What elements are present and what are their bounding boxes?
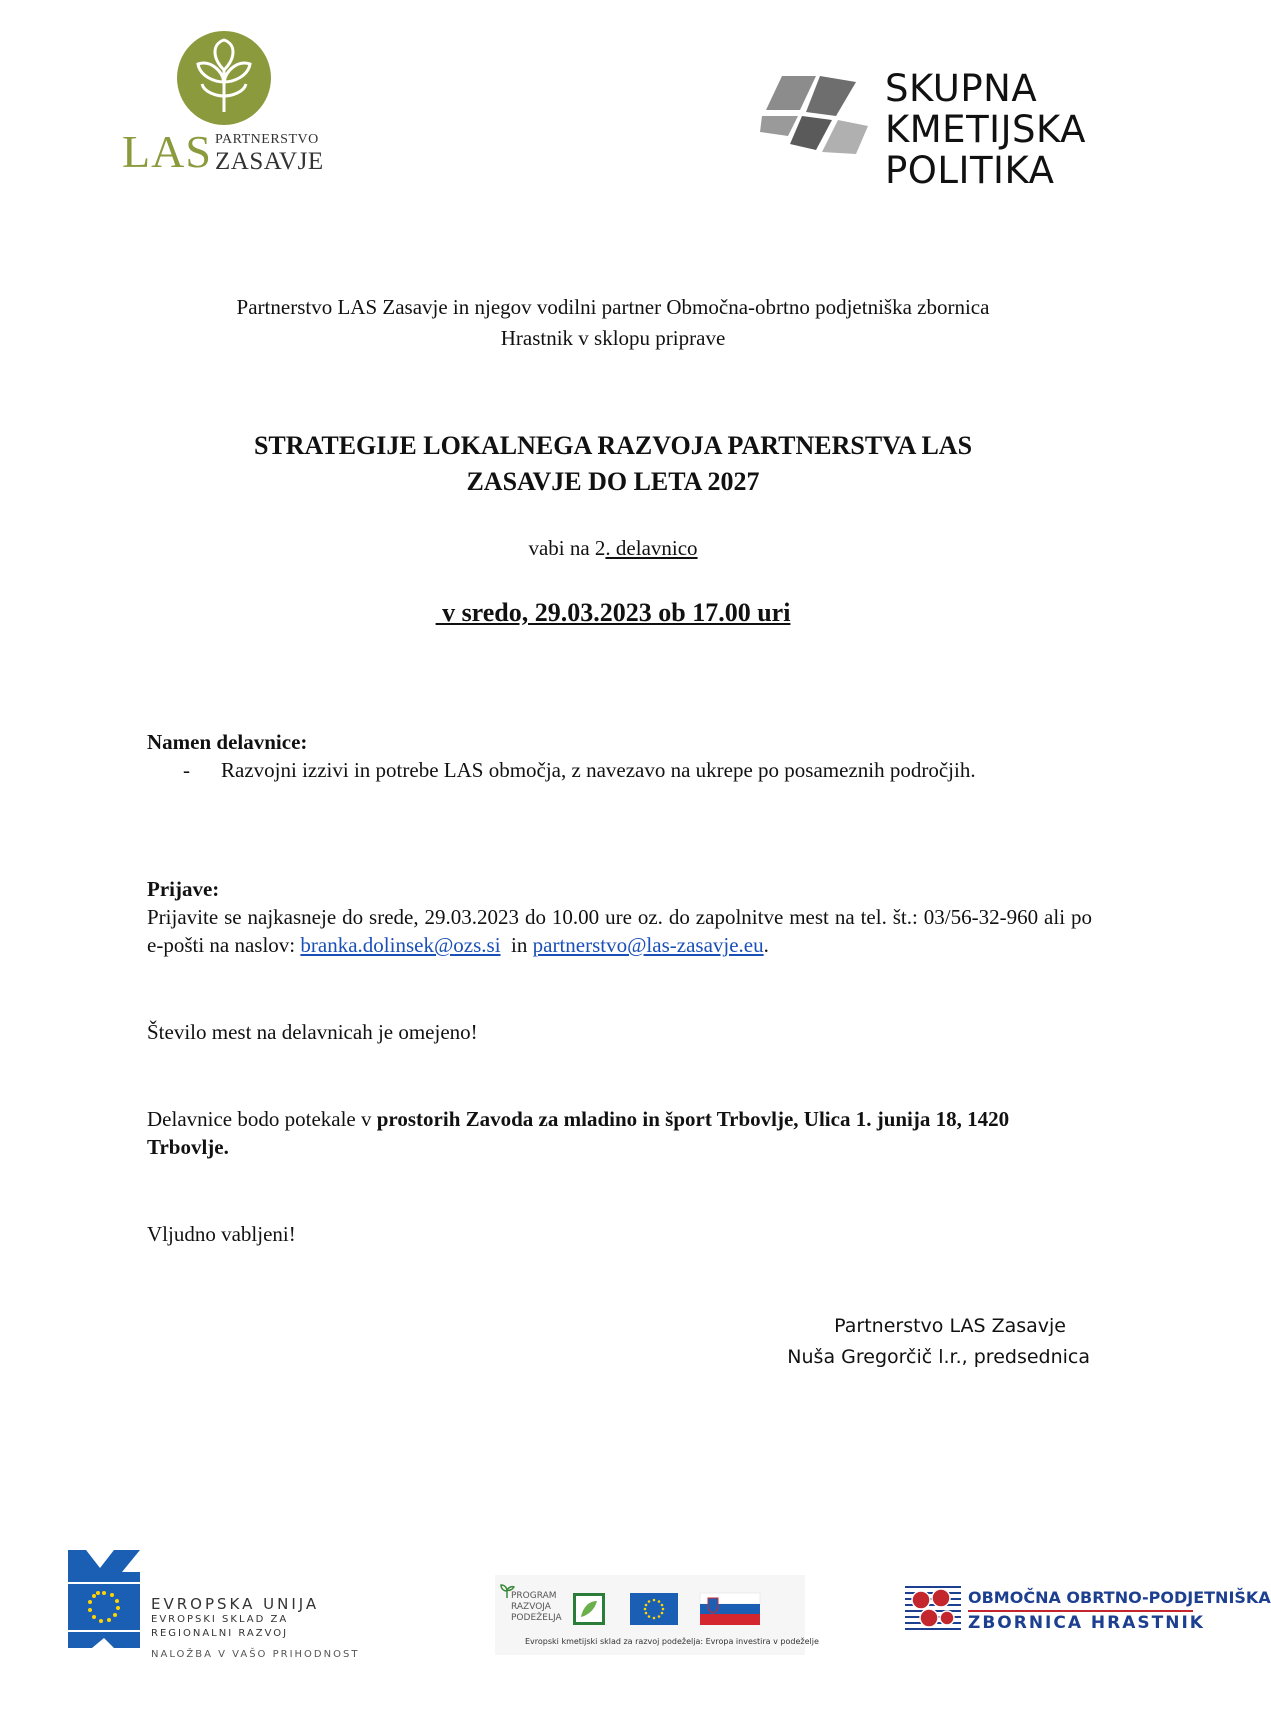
eu-line-4: NALOŽBA V VAŠO PRIHODNOST [151, 1649, 360, 1660]
eu-line-2: EVROPSKI SKLAD ZA [151, 1614, 289, 1625]
registration-section [147, 875, 1092, 959]
purpose-item [147, 756, 1092, 784]
intro-line-1: Partnerstvo LAS Zasavje in njegov vodilni partner Območna-obrtno podjetniška zbornica [236, 295, 990, 319]
eu-line-3: REGIONALNI RAZVOJ [151, 1628, 289, 1639]
signature [740, 1311, 1090, 1373]
email-link-partnerstvo[interactable]: partnerstvo@las-zasavje.eu [532, 933, 764, 957]
slovenia-flag-icon [700, 1593, 760, 1625]
purpose-heading: Namen delavnice: [147, 730, 308, 754]
event-date: v sredo, 29.03.2023 ob 17.00 uri [435, 598, 791, 627]
purpose-item-text: Razvojni izzivi in potrebe LAS območja, z navezavo na ukrepe po posameznih področjih. [221, 758, 976, 782]
skp-line-1: SKUPNA [885, 67, 1038, 110]
ozs-line-2: ZBORNICA HRASTNIK [968, 1613, 1205, 1633]
ozs-hrastnik-logo [905, 1582, 1271, 1652]
title-line-1: STRATEGIJE LOKALNEGA RAZVOJA PARTNERSTVA LAS [253, 431, 973, 460]
document-title [120, 428, 1106, 500]
location-address: prostorih Zavoda za mladino in šport Trbovlje, Ulica 1. junija 18, 1420 Trbovlje. [147, 1107, 1010, 1159]
registration-text [147, 903, 1092, 959]
signature-person: Nuša Gregorčič l.r., predsednica [787, 1346, 1090, 1368]
registration-heading: Prijave: [147, 877, 220, 901]
purpose-section [147, 728, 1092, 784]
intro-line-2: Hrastnik v sklopu priprave [500, 326, 726, 350]
skp-line-2: KMETIJSKA [885, 108, 1086, 151]
email-link-branka[interactable]: branka.dolinsek@ozs.si [300, 933, 501, 957]
registration-text-2: in [500, 933, 533, 957]
bullet-dash: - [183, 758, 190, 782]
welcome-text: Vljudno vabljeni! [147, 1222, 296, 1246]
limited-notice: Število mest na delavnicah je omejeno! [147, 1020, 478, 1044]
invite-underlined: . delavnico [605, 536, 698, 560]
location-prefix: Delavnice bodo potekale v [147, 1107, 377, 1131]
las-zasavje-logo [122, 30, 332, 180]
skp-line-3: POLITIKA [885, 149, 1055, 192]
eu-flag-icon [66, 1548, 146, 1658]
registration-text-1: Prijavite se najkasneje do srede, 29.03.2023 do 10.00 ure oz. do zapolnitve mest na tel. št.: 03/56-32-960 ali po e-pošti na naslov: [147, 905, 1092, 957]
invite-line [120, 536, 1106, 561]
eu-flag-small-icon [630, 1593, 678, 1625]
prp-line-3: PODEŽELJA [511, 1613, 562, 1623]
ozs-line-1: OBMOČNA OBRTNO-PODJETNIŠKA [968, 1588, 1271, 1607]
fields-icon [760, 74, 870, 154]
prp-line-1: PROGRAM [511, 1591, 557, 1601]
eu-line-1: EVROPSKA UNIJA [151, 1595, 320, 1613]
location-text [147, 1105, 1092, 1161]
tree-icon [176, 30, 272, 126]
skupna-kmetijska-politika-logo [760, 68, 1090, 198]
ozs-divider [968, 1610, 1193, 1612]
prp-caption: Evropski kmetijski sklad za razvoj podeželja: Evropa investira v podeželje [525, 1637, 819, 1646]
rural-development-program-logo [495, 1575, 819, 1655]
skp-text [885, 68, 1086, 191]
title-line-2: ZASAVJE DO LETA 2027 [466, 467, 760, 496]
prp-text [511, 1591, 562, 1624]
las-partnerstvo: PARTNERSTVO [215, 132, 319, 147]
eu-regional-fund-logo [66, 1548, 386, 1658]
las-word: LAS [122, 126, 212, 177]
prp-line-2: RAZVOJA [511, 1602, 551, 1612]
las-zasavje: ZASAVJE [215, 148, 324, 175]
registration-text-3: . [763, 933, 769, 957]
intro-text [120, 292, 1106, 354]
eu-text [151, 1595, 359, 1660]
ozs-emblem-icon [905, 1582, 961, 1638]
leader-icon [573, 1593, 605, 1625]
invite-prefix: vabi na 2 [528, 536, 606, 560]
signature-org: Partnerstvo LAS Zasavje [834, 1315, 1066, 1337]
